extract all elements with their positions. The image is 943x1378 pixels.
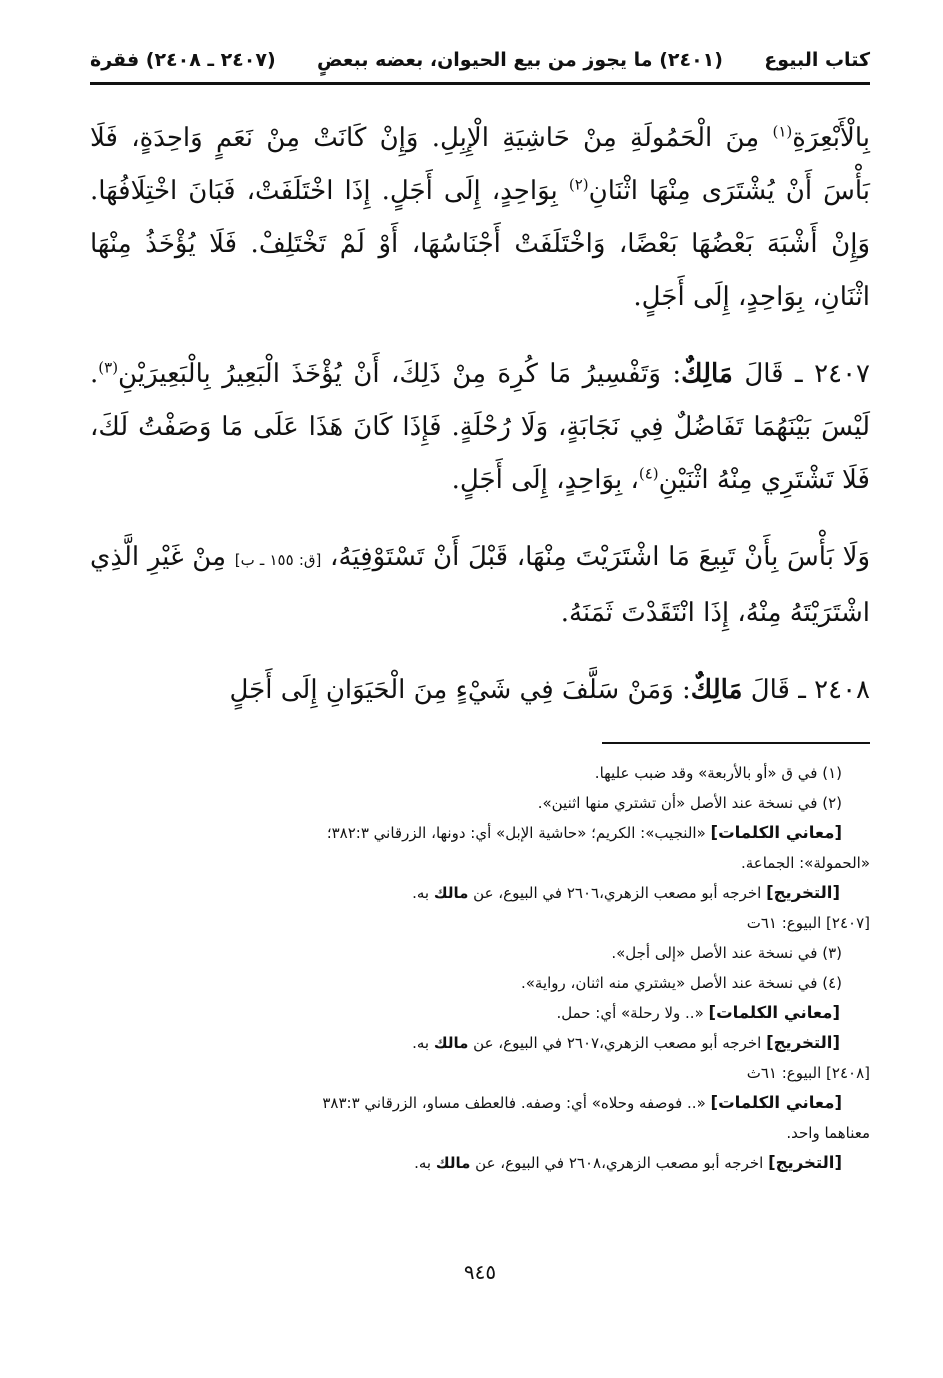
paragraph-2408: ٢٤٠٨ ـ قَالَ مَالِكٌ: وَمَنْ سَلَّفَ فِي شَيْءٍ مِنَ الْحَيَوَانِ إِلَى أَجَلٍ <box>229 675 870 705</box>
header-chapter-title: (٢٤٠١) ما يجوز من بيع الحيوان، بعضه ببعضٍ <box>316 49 723 71</box>
paragraph-number: ٢٤٠٨ ـ <box>789 675 870 705</box>
speaker-malik: مَالِكٌ <box>681 359 733 389</box>
footnotes <box>90 758 870 1178</box>
footnote-3: (٣) في نسخة عند الأصل «إلى أجل». <box>611 944 842 962</box>
paragraph-3: وَلَا بَأْسَ بِأَنْ تَبِيعَ مَا اشْتَرَيْتَ مِنْهَا، قَبْلَ أَنْ تَسْتَوْفِيَهُ، [ق: ١٥٥ ـ ب] مِنْ غَيْرِ الَّذِي اشْتَرَيْتَهُ مِنْهُ، إِذَا انْتَقَدْتَ ثَمَنَهُ. <box>90 542 870 628</box>
word-meanings-1-cont: «الحمولة»: الجماعة. <box>740 854 870 872</box>
speaker-malik: مَالِكٌ <box>690 675 743 705</box>
takhrij-2: [التخريج] اخرجه أبو مصعب الزهري،٢٦٠٧ في البيوع، عن مالك به. <box>412 1033 840 1052</box>
footnote-1: (١) في ق «أو بالأربعة» وقد ضبب عليها. <box>594 764 842 782</box>
reference-2408: [٢٤٠٨] البيوع: ٦١ث <box>746 1064 870 1082</box>
header-paragraph-range: (٢٤٠٧ ـ ٢٤٠٨) فقرة <box>90 49 276 71</box>
header-book-title: كتاب البيوع <box>764 49 870 71</box>
word-meanings-3-cont: معناهما واحد. <box>786 1124 870 1142</box>
reference-2407: [٢٤٠٧] البيوع: ٦١ت <box>746 914 870 932</box>
manuscript-ref: [ق: ١٥٥ ـ ب] <box>234 551 322 569</box>
paragraph-1: بِالْأَبْعِرَةِ$^{(١)}$ مِنَ الْحَمُولَةِ مِنْ حَاشِيَةِ الْإِبِلِ. وَإِنْ كَانَتْ مِنْ نَعَمٍ وَاحِدَةٍ، فَلَا بَأْسَ أَنْ يُشْتَرَى مِنْهَا اثْنَانِ$^{(٢)}$ بِوَاحِدٍ، إِلَى أَجَلٍ. إِذَا اخْتَلَفَتْ، فَبَانَ اخْتِلَافُهَا. وَإِنْ أَشْبَهَ بَعْضُهَا بَعْضًا، وَاخْتَلَفَتْ أَجْنَاسُهَا، أَوْ لَمْ تَخْتَلِفْ. فَلَا يُؤْخَذُ مِنْهَا اثْنَانِ، بِوَاحِدٍ، إِلَى أَجَلٍ. <box>90 122 870 312</box>
takhrij-3: [التخريج] اخرجه أبو مصعب الزهري،٢٦٠٨ في البيوع، عن مالك به. <box>414 1153 842 1172</box>
page <box>90 0 870 1378</box>
footnote-2: (٢) في نسخة عند الأصل «أن تشتري منها اثنين». <box>537 794 842 812</box>
word-meanings-3: [معاني الكلمات] «.. فوصفه وحلاه» أي: وصفه. فالعطف مساو، الزرقاني ٣٨٣:٣ <box>322 1093 842 1112</box>
running-header <box>90 40 870 80</box>
header-rule <box>90 82 870 85</box>
takhrij-1: [التخريج] اخرجه أبو مصعب الزهري،٢٦٠٦ في البيوع، عن مالك به. <box>412 883 840 902</box>
word-meanings-1: [معاني الكلمات] «النجيب»: الكريم؛ «حاشية الإبل» أي: دونها، الزرقاني ٣٨٢:٣؛ <box>326 823 842 842</box>
footnote-ref-3: (٣) <box>98 358 119 377</box>
page-number: ٩٤٥ <box>463 1260 497 1284</box>
main-text <box>90 112 870 741</box>
paragraph-number: ٢٤٠٧ ـ <box>783 359 870 389</box>
word-meanings-2: [معاني الكلمات] «.. ولا رحلة» أي: حمل. <box>556 1003 840 1022</box>
footnote-rule <box>602 742 870 744</box>
footnote-ref-2: (٢) <box>568 175 589 194</box>
footnote-ref-1: (١) <box>772 122 793 141</box>
footnote-ref-4: (٤) <box>638 464 659 483</box>
paragraph-2407: ٢٤٠٧ ـ قَالَ مَالِكٌ: وَتَفْسِيرُ مَا كُرِهَ مِنْ ذَلِكَ، أَنْ يُؤْخَذَ الْبَعِيرُ بِالْبَعِيرَيْنِ$^{(٣)}$. لَيْسَ بَيْنَهُمَا تَفَاضُلٌ فِي نَجَابَةٍ، وَلَا رُحْلَةٍ. فَإِذَا كَانَ هَذَا عَلَى مَا وَصَفْتُ لَكَ، فَلَا تَشْتَرِي مِنْهُ اثْنَيْنِ$^{(٤)}$، بِوَاحِدٍ، إِلَى أَجَلٍ. <box>90 358 870 495</box>
footnote-4: (٤) في نسخة عند الأصل «يشتري منه اثنان، رواية». <box>520 974 842 992</box>
